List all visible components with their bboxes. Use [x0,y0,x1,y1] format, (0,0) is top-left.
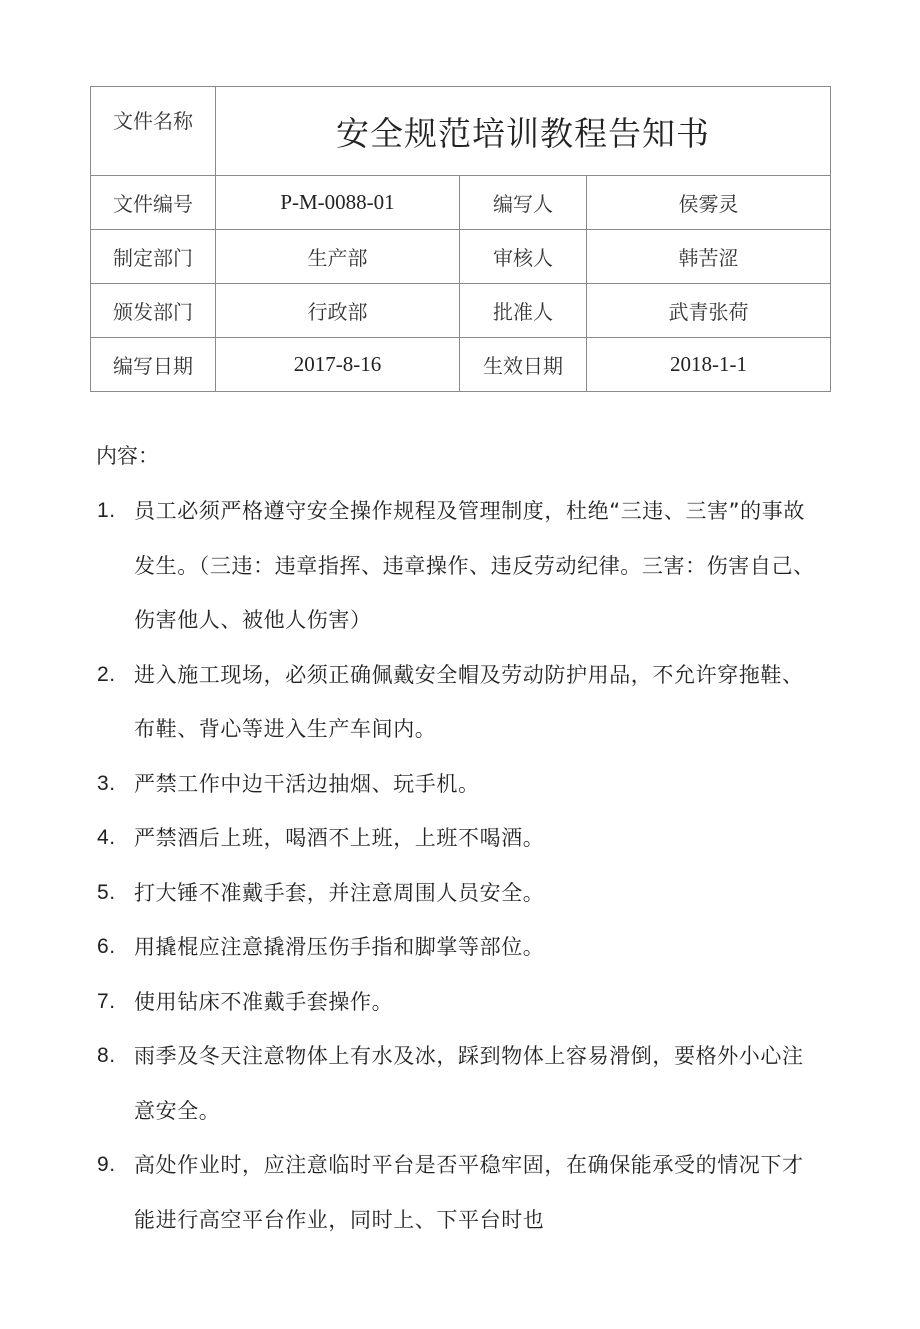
item-text: 雨季及冬天注意物体上有水及冰，踩到物体上容易滑倒，要格外小心注意安全。 [134,1044,804,1123]
list-item [95,866,815,921]
list-item [95,975,815,1030]
author-label: 编写人 [460,176,587,230]
item-number: 9. [97,1153,116,1176]
item-text: 员工必须严格遵守安全操作规程及管理制度，杜绝“三违、三害”的事故发生。（三违：违章指挥、违章操作、违反劳动纪律。三害：伤害自己、伤害他人、被他人伤害） [134,499,815,632]
date-row [91,338,831,392]
issue-dept-value: 行政部 [216,284,460,338]
item-text: 使用钻床不准戴手套操作。 [134,989,394,1014]
list-item [95,1138,815,1247]
file-no-label: 文件编号 [91,176,216,230]
item-text: 进入施工现场，必须正确佩戴安全帽及劳动防护用品，不允许穿拖鞋、布鞋、背心等进入生产车间内。 [134,662,804,741]
file-no-row [91,176,831,230]
item-text: 用撬棍应注意撬滑压伤手指和脚掌等部位。 [134,935,545,959]
approver-value: 武青张荷 [587,284,831,338]
file-no-value: P-M-0088-01 [216,176,460,230]
item-number: 2. [97,662,116,686]
item-number: 6. [97,935,116,958]
issue-dept-row [91,284,831,338]
item-number: 1. [97,499,116,522]
list-item [95,484,815,648]
document-info-table [90,86,831,392]
item-text: 高处作业时，应注意临时平台是否平稳牢固，在确保能承受的情况下才能进行高空平台作业，同时上、下平台时也 [134,1153,804,1232]
document-title: 安全规范培训教程告知书 [216,87,831,176]
item-number: 5. [97,880,116,904]
list-item [95,920,815,975]
issue-dept-label: 颁发部门 [91,284,216,338]
item-number: 4. [97,826,116,849]
list-item [95,1029,815,1138]
reviewer-label: 审核人 [460,230,587,284]
item-text: 打大锤不准戴手套，并注意周围人员安全。 [134,880,545,905]
reviewer-value: 韩苦涩 [587,230,831,284]
dept-row [91,230,831,284]
effective-date-label: 生效日期 [460,338,587,392]
dept-value: 生产部 [216,230,460,284]
author-value: 侯雾灵 [587,176,831,230]
approver-label: 批准人 [460,284,587,338]
list-item [95,757,815,812]
file-name-label: 文件名称 [91,87,216,176]
item-text: 严禁工作中边干活边抽烟、玩手机。 [134,771,480,796]
effective-date-value: 2018-1-1 [587,338,831,392]
item-number: 8. [97,1044,116,1067]
title-row [91,87,831,176]
list-item [95,648,815,757]
write-date-value: 2017-8-16 [216,338,460,392]
item-number: 7. [97,989,116,1013]
list-item [95,811,815,866]
item-number: 3. [97,771,116,795]
dept-label: 制定部门 [91,230,216,284]
rules-list [95,484,815,1247]
item-text: 严禁酒后上班，喝酒不上班，上班不喝酒。 [134,826,545,850]
content-heading: 内容： [96,444,159,468]
write-date-label: 编写日期 [91,338,216,392]
